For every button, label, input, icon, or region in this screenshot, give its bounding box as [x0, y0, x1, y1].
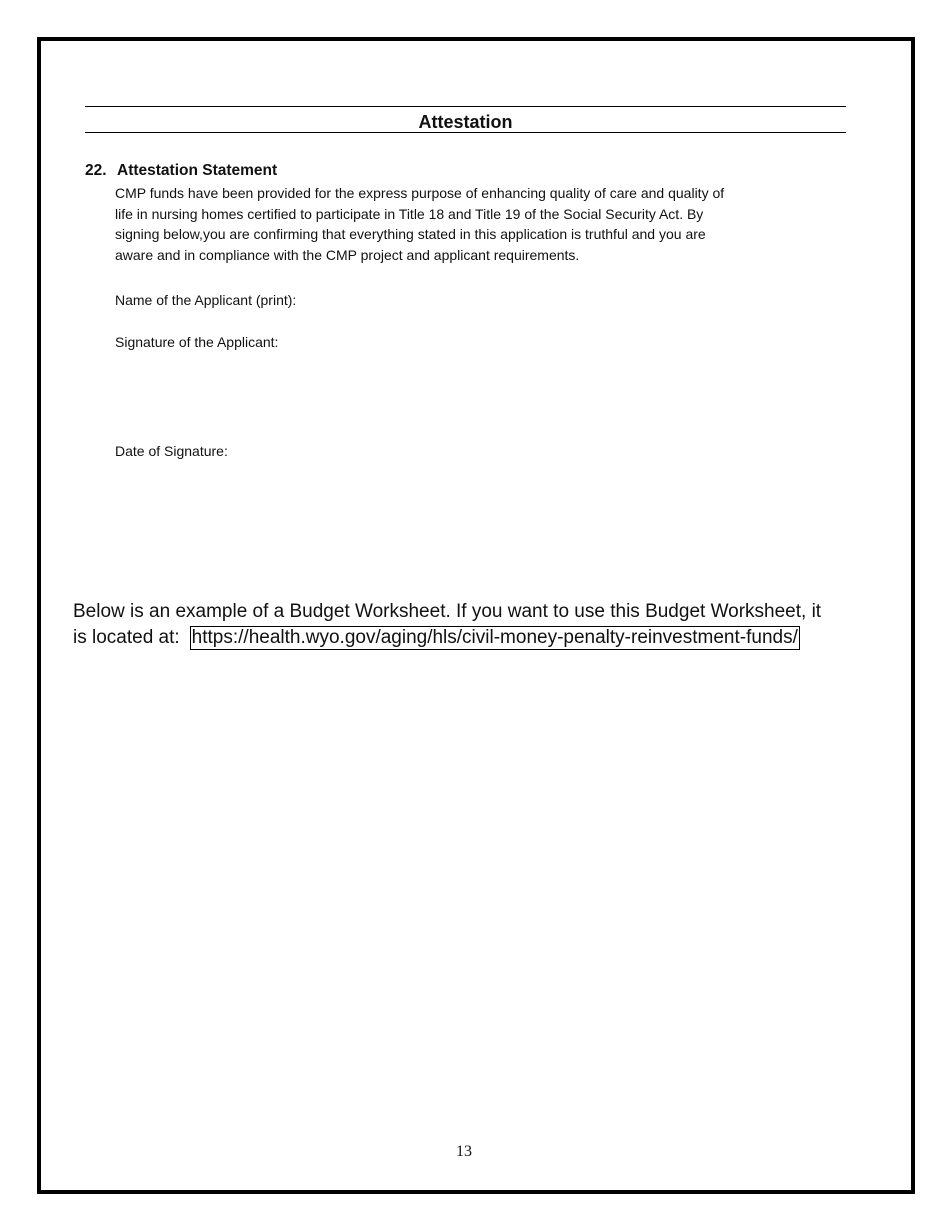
applicant-name-label: Name of the Applicant (print):	[115, 292, 297, 308]
item-number: 22.	[85, 162, 107, 179]
statement-line: aware and in compliance with the CMP project and applicant requirements.	[115, 247, 580, 264]
applicant-signature-label: Signature of the Applicant:	[115, 334, 279, 350]
statement-line: life in nursing homes certified to participate in Title 18 and Title 19 of the Social Security Act. By	[115, 205, 704, 222]
budget-note-line-2	[73, 625, 893, 651]
budget-note-prefix: is located at:	[73, 627, 180, 648]
budget-note-line-1: Below is an example of a Budget Worksheet. If you want to use this Budget Worksheet, it	[73, 601, 822, 622]
section-rule-bottom	[85, 132, 846, 133]
section-title: Attestation	[418, 112, 513, 132]
statement-line: signing below,you are confirming that everything stated in this application is truthful and you are	[115, 226, 706, 243]
section-rule-top	[85, 106, 846, 107]
item-heading	[85, 161, 277, 181]
budget-worksheet-link[interactable]: https://health.wyo.gov/aging/hls/civil-money-penalty-reinvestment-funds/	[191, 627, 798, 648]
budget-worksheet-note	[73, 599, 893, 651]
attestation-statement	[115, 183, 815, 266]
item-title: Attestation Statement	[117, 162, 278, 179]
signature-date-label: Date of Signature:	[115, 443, 228, 459]
statement-line: CMP funds have been provided for the express purpose of enhancing quality of care and quality of	[115, 185, 725, 201]
page-number: 13	[456, 1143, 472, 1160]
